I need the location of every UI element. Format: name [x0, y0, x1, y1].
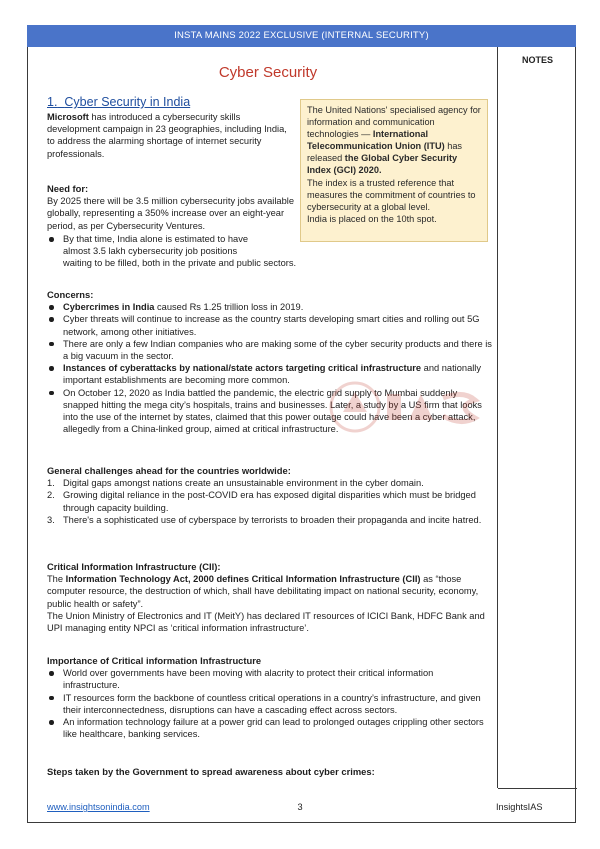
concern-text: Cyber threats will continue to increase as the country starts developing smart cities and rolling out 5G network, among other initiatives. [63, 314, 480, 337]
steps-section [47, 766, 492, 778]
cii-heading: Critical Information Infrastructure (CII): [47, 561, 221, 572]
item-number: 1. [47, 478, 55, 489]
need-bullet-line-3: waiting to be filled, both in the private and public sectors. [63, 258, 297, 269]
need-heading: Need for: [47, 183, 89, 194]
notes-column [497, 47, 576, 788]
notes-divider [498, 788, 577, 789]
challenge-text: Growing digital reliance in the post-COVID era has exposed digital disparities which must be bridged through capacity building. [63, 490, 476, 513]
insights-watermark-icon [325, 372, 495, 442]
intro-paragraph [47, 111, 292, 160]
list-item: World over governments have been moving with alacrity to protect their critical information infrastructure. [47, 667, 492, 691]
challenges-section [47, 465, 492, 526]
steps-heading: Steps taken by the Government to spread awareness about cyber crimes: [47, 766, 375, 777]
section-heading [47, 95, 190, 109]
concern-text: There are only a few Indian companies who are making some of the cyber security products and there is a big vacuum in the sector. [63, 338, 492, 362]
importance-heading: Importance of Critical information Infrastructure [47, 655, 262, 666]
list-item [47, 489, 492, 513]
list-item [47, 477, 492, 489]
need-bullets [47, 233, 347, 270]
need-text: By 2025 there will be 3.5 million cybersecurity jobs available globally, representing a 350% increase over an eight-year period, as per Cybersecurity Ventures. [47, 196, 295, 231]
intro-bold: Microsoft [47, 112, 89, 122]
importance-section [47, 655, 492, 740]
challenges-heading: General challenges ahead for the countries worldwide: [47, 465, 291, 476]
section-heading-text: Cyber Security in India [64, 95, 191, 109]
concerns-heading: Concerns: [47, 289, 94, 300]
notes-label: NOTES [521, 55, 553, 65]
need-bullet-line-1: By that time, India alone is estimated to have [63, 234, 249, 244]
cii-section [47, 561, 492, 634]
callout-bold-1: International Telecommunication Union (ITU) [307, 129, 445, 152]
page-title: Cyber Security [218, 64, 318, 81]
footer-brand: InsightsIAS [496, 802, 543, 812]
list-item [47, 233, 347, 270]
list-item [47, 514, 492, 526]
challenge-text: There's a sophisticated use of cyberspace by terrorists to broaden their propaganda and incite hatred. [63, 514, 482, 525]
concern-bold: Cybercrimes in India [63, 302, 155, 313]
callout-text-2: has released [307, 141, 463, 164]
concern-text: caused Rs 1.25 trillion loss in 2019. [154, 302, 304, 313]
callout-text-1: The United Nations' specialised agency for information and communication technologies — [307, 105, 481, 140]
cii-bold-b: Information Technology Act, 2000 defines [65, 574, 249, 585]
need-bullet-line-2: almost 3.5 lakh cybersecurity job positions [63, 246, 238, 257]
list-item: IT resources form the backbone of countless critical operations in a country’s infrastructure, and given their interconnectedness, disruptions can have a cascading effect across sectors. [47, 692, 492, 716]
intro-text: has introduced a cybersecurity skills development campaign in 23 geographies, including India, to address the alarming shortage of internet security professionals. [47, 112, 287, 159]
need-section [47, 183, 305, 232]
header-banner: INSTA MAINS 2022 EXCLUSIVE (INTERNAL SECURITY) [27, 25, 576, 47]
challenge-text: Digital gaps amongst nations create an unsustainable environment in the cyber domain. [63, 478, 424, 489]
list-item [47, 338, 492, 362]
callout-text-3: The index is a trusted reference that measures the commitment of countries to cybersecurity at a global level. [307, 177, 476, 212]
concern-text: On October 12, 2020 as India battled the pandemic, the electric grid supply to Mumbai suddenly snapped hitting the mega city’s hospitals, trains and businesses. Later, a study by a US firm that looks into the use of the internet by states, claimed that this power outage could have been a cyber attack, allegedly from a China-linked group, aimed at critical infrastructure. [63, 387, 482, 435]
list-item [47, 313, 492, 337]
item-number: 3. [47, 514, 55, 525]
cii-meity-text: The Union Ministry of Electronics and IT (MeitY) has declared IT resources of ICICI Bank, HDFC Bank and UPI managing entity NPCI as ‘critical information infrastructure’. [47, 610, 485, 634]
section-number: 1. [47, 95, 58, 109]
cii-definition [47, 573, 492, 610]
list-item: An information technology failure at a power grid can lead to prolonged outages crippling other sectors like healthcare, banking services. [47, 716, 492, 740]
concern-text: and nationally important establishments are becoming more common. [63, 363, 482, 386]
page-number: 3 [297, 802, 303, 812]
callout-bold-2: the Global Cyber Security Index (GCI) 2020. [307, 153, 458, 176]
callout-text-4: India is placed on the 10th spot. [307, 213, 437, 224]
list-item [47, 301, 492, 313]
cii-text-e: as “those computer resource, the destruction of which, shall have debilitating impact on national security, economy, public health or safety”. [47, 574, 479, 609]
cii-bold-d: Critical Information Infrastructure (CII) [251, 574, 421, 585]
cii-text-a: The [47, 574, 66, 585]
item-number: 2. [47, 490, 55, 501]
gci-callout-box [300, 99, 488, 242]
concern-bold: Instances of cyberattacks by national/state actors targeting critical infrastructure [63, 363, 422, 374]
footer-website-link[interactable]: www.insightsonindia.com [47, 802, 150, 812]
